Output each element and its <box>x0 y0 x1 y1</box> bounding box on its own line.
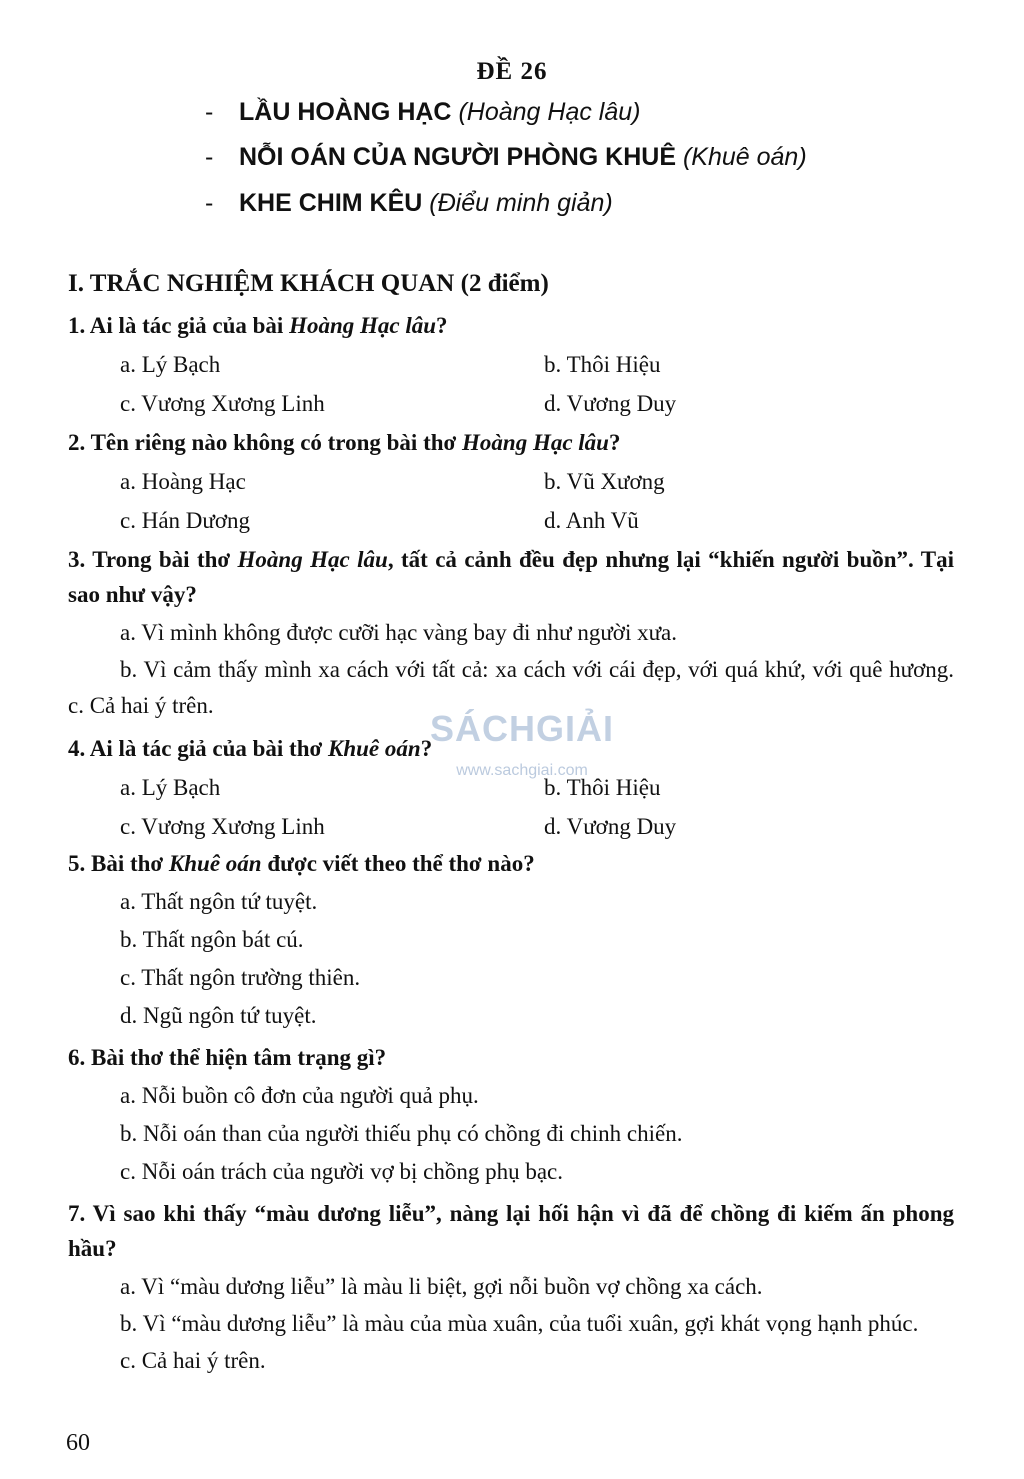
question-text: 5. Bài thơ Khuê oán được viết theo thể thơ nào? <box>68 851 535 876</box>
options <box>68 345 954 423</box>
title-original: (Khuê oán) <box>682 143 807 171</box>
title-line-3 <box>205 189 613 218</box>
option-c: c. Thất ngôn trường thiên. <box>120 965 361 990</box>
option-b: b. Vũ Xương <box>544 469 665 494</box>
question-text: 6. Bài thơ thể hiện tâm trạng gì? <box>68 1045 387 1070</box>
option-a: a. Vì “màu dương liễu” là màu li biệt, gợi nỗi buồn vợ chồng xa cách. <box>120 1274 763 1299</box>
watermark-url: www.sachgiai.com <box>456 762 588 779</box>
question-text: 2. Tên riêng nào không có trong bài thơ Hoàng Hạc lâu? <box>68 430 621 455</box>
title-main: KHE CHIM KÊU <box>239 189 423 217</box>
option-c: c. Vương Xương Linh <box>120 814 325 839</box>
question-text: 4. Ai là tác giả của bài thơ Khuê oán? <box>68 736 433 761</box>
question-7 <box>68 1196 954 1380</box>
option-c: c. Hán Dương <box>120 508 251 533</box>
option-a: a. Lý Bạch <box>120 775 221 800</box>
option-d: d. Ngũ ngôn tứ tuyệt. <box>120 1003 317 1028</box>
option-b: b. Thôi Hiệu <box>544 775 661 800</box>
option-c: c. Vương Xương Linh <box>120 391 325 416</box>
options <box>68 768 954 846</box>
title-line-1 <box>205 98 640 127</box>
question-1 <box>68 308 954 423</box>
question-text: 7. Vì sao khi thấy “màu dương liễu”, nàng lại hối hận vì đã để chồng đi kiếm ấn phong hầu? <box>68 1201 954 1261</box>
options <box>68 614 954 724</box>
option-a: a. Hoàng Hạc <box>120 469 246 494</box>
option-a: a. Nỗi buồn cô đơn của người quả phụ. <box>120 1083 479 1108</box>
options <box>68 1268 954 1380</box>
option-a: a. Vì mình không được cưỡi hạc vàng bay đi như người xưa. <box>120 620 678 645</box>
page-number: 60 <box>66 1430 90 1456</box>
option-b: b. Thất ngôn bát cú. <box>120 927 304 952</box>
option-c: c. Cả hai ý trên. <box>120 1348 266 1373</box>
options <box>68 883 954 1035</box>
question-6 <box>68 1040 954 1191</box>
title-main: LẦU HOÀNG HẠC <box>239 98 452 126</box>
title-line-2 <box>205 143 807 172</box>
title-dash: - <box>205 189 214 217</box>
option-d: d. Vương Duy <box>544 814 677 839</box>
question-3 <box>68 542 954 724</box>
option-d: d. Anh Vũ <box>544 508 639 533</box>
option-b: b. Thôi Hiệu <box>544 352 661 377</box>
options <box>68 1077 954 1191</box>
section-heading: I. TRẮC NGHIỆM KHÁCH QUAN (2 điểm) <box>68 270 549 297</box>
watermark-brand: SÁCHGIẢI <box>429 708 614 749</box>
option-b: b. Vì cảm thấy mình xa cách với tất cả: xa cách với cái đẹp, với quá khứ, với quê hương. c. Cả hai ý trên. <box>68 657 954 718</box>
exam-number: ĐỀ 26 <box>476 58 548 85</box>
title-original: (Điểu minh giản) <box>429 189 613 217</box>
title-dash: - <box>205 143 214 171</box>
option-b: b. Nỗi oán than của người thiếu phụ có chồng đi chinh chiến. <box>120 1121 683 1146</box>
question-text: 3. Trong bài thơ Hoàng Hạc lâu, tất cả cảnh đều đẹp nhưng lại “khiến người buồn”. Tại sao như vậy? <box>68 547 955 607</box>
title-main: NỖI OÁN CỦA NGƯỜI PHÒNG KHUÊ <box>239 143 676 171</box>
question-text: 1. Ai là tác giả của bài Hoàng Hạc lâu? <box>68 313 448 338</box>
question-2 <box>68 425 954 540</box>
title-dash: - <box>205 98 214 126</box>
title-original: (Hoàng Hạc lâu) <box>458 98 641 126</box>
option-a: a. Thất ngôn tứ tuyệt. <box>120 889 318 914</box>
question-4 <box>68 731 954 846</box>
option-b: b. Vì “màu dương liễu” là màu của mùa xuân, của tuổi xuân, gợi khát vọng hạnh phúc. <box>120 1311 919 1336</box>
option-c: c. Nỗi oán trách của người vợ bị chồng phụ bạc. <box>120 1159 563 1184</box>
question-5 <box>68 846 954 1035</box>
options <box>68 462 954 540</box>
option-a: a. Lý Bạch <box>120 352 221 377</box>
option-d: d. Vương Duy <box>544 391 677 416</box>
